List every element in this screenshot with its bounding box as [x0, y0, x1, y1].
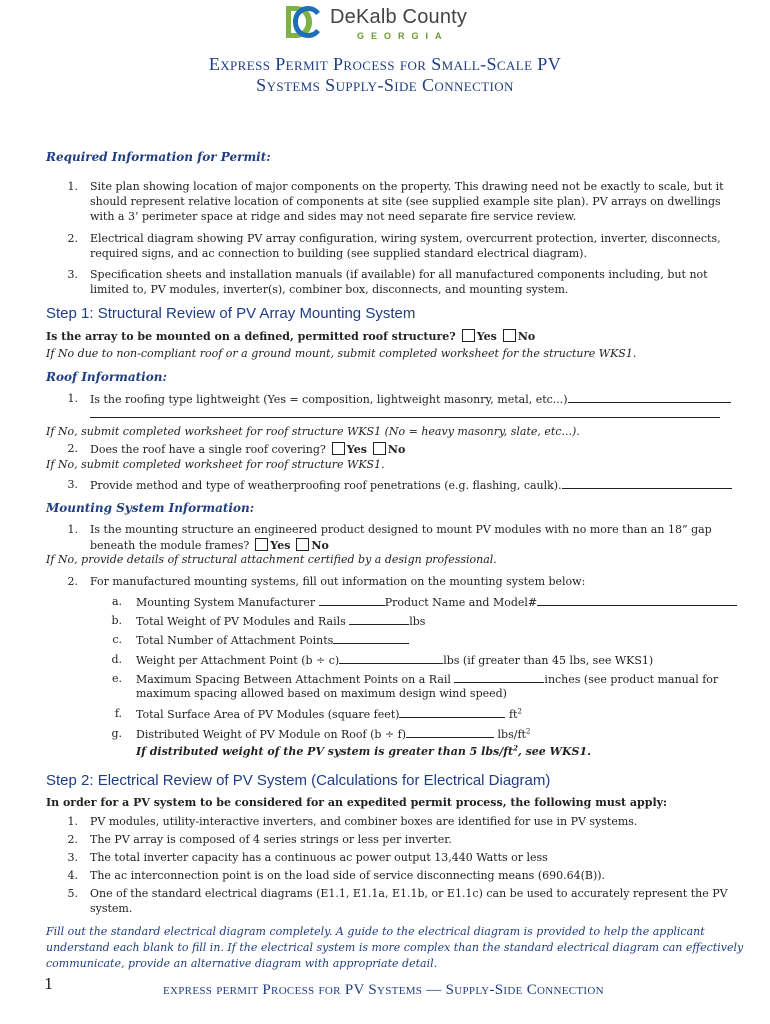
no-checkbox[interactable] [373, 442, 386, 455]
mounting-item-g [136, 727, 530, 742]
required-info-heading: Required Information for Permit: [46, 150, 271, 164]
required-item-number: 2. [67, 232, 78, 245]
step2-item-number: 2. [67, 833, 78, 846]
step2-item-number: 3. [67, 851, 78, 864]
item-text: Distributed Weight of PV Module on Roof (b ÷ f) [136, 728, 407, 741]
item-text: Total Surface Area of PV Modules (square feet) [136, 708, 400, 721]
required-item-text: should represent relative location of components at site (see supplied example site plan). PV arrays on dwellings [90, 195, 721, 208]
required-item-text: with a 3’ perimeter space at ridge and sides may not need separate fire service review. [90, 210, 577, 223]
total-weight-field[interactable] [349, 614, 409, 625]
yes-checkbox[interactable] [462, 329, 475, 342]
required-item-text: Site plan showing location of major components on the property. This drawing need not be exactly to scale, but it [90, 180, 724, 193]
mounting-item-e-cont: maximum spacing allowed based on maximum design wind speed) [136, 687, 507, 700]
roof-q2-text: Does the roof have a single roof covering? [90, 443, 326, 456]
yes-checkbox[interactable] [255, 538, 268, 551]
roof-info-heading: Roof Information: [46, 370, 167, 384]
item-text: lbs [409, 615, 426, 628]
superscript: 2 [513, 743, 518, 753]
surface-area-field[interactable] [399, 707, 505, 718]
item-text: Total Number of Attachment Points [136, 634, 334, 647]
document-title-line2: Systems Supply-Side Connection [256, 75, 514, 95]
step2-item-text: The PV array is composed of 4 series strings or less per inverter. [90, 833, 452, 846]
weight-per-point-field[interactable] [339, 653, 443, 664]
no-checkbox[interactable] [296, 538, 309, 551]
document-title-line1: Express Permit Process for Small-Scale PV [208, 54, 562, 74]
no-label: No [517, 330, 536, 343]
mounting-item-label: f. [114, 707, 122, 720]
item-text: lbs/ft [494, 728, 526, 741]
roof-q1-text: Is the roofing type lightweight (Yes = composition, lightweight masonry, metal, etc...) [90, 393, 568, 406]
step2-item-text: The ac interconnection point is on the load side of service disconnecting means (690.64(B)). [90, 869, 606, 882]
required-item-text: limited to, PV modules, inverter(s), combiner box, disconnects, and mounting system. [90, 283, 569, 296]
item-text: lbs (if greater than 45 lbs, see WKS1) [443, 654, 654, 667]
step2-item-text: One of the standard electrical diagrams (E1.1, E1.1a, E1.1b, or E1.1c) can be used to accurately represent the PV [90, 887, 728, 900]
step2-heading: Step 2: Electrical Review of PV System (Calculations for Electrical Diagram) [46, 772, 551, 789]
roof-q3 [90, 478, 732, 493]
distributed-weight-field[interactable] [406, 727, 494, 738]
step1-note: If No due to non-compliant roof or a ground mount, submit completed worksheet for the structure WKS1. [46, 347, 637, 360]
attachment-points-field[interactable] [333, 633, 409, 644]
no-label: No [311, 539, 329, 552]
dekalb-county-logo [278, 4, 498, 40]
mounting-q1-text: beneath the module frames? [90, 539, 250, 552]
step1-heading: Step 1: Structural Review of PV Array Mounting System [46, 305, 416, 322]
roof-q3-number: 3. [67, 478, 78, 491]
item-text: Weight per Attachment Point (b ÷ c) [136, 654, 340, 667]
step2-item-number: 5. [67, 887, 78, 900]
mounting-item-a [136, 595, 737, 610]
mounting-item-label: e. [111, 672, 122, 685]
roof-q1-number: 1. [67, 392, 78, 405]
page-number: 1 [44, 975, 54, 993]
step2-item-text: The total inverter capacity has a continuous ac power output 13,440 Watts or less [90, 851, 548, 864]
mounting-item-label: d. [111, 653, 122, 666]
superscript: 2 [525, 727, 531, 736]
step2-item-text: system. [90, 902, 133, 915]
roof-note2: If No, submit completed worksheet for roof structure WKS1. [46, 458, 385, 471]
step2-note-line: understand each blank to fill in. If the electrical system is more complex than the standard electrical diagram can effectively [46, 941, 744, 954]
item-text: Mounting System Manufacturer [136, 596, 319, 609]
item-text: Maximum Spacing Between Attachment Points on a Rail [136, 673, 455, 686]
required-item-text: Specification sheets and installation manuals (if available) for all manufactured components including, but not [90, 268, 708, 281]
dc-logo-mark-icon [284, 4, 322, 40]
logo-subtitle: GEORGIA [357, 31, 449, 41]
mounting-item-c [136, 633, 409, 648]
item-text: Total Weight of PV Modules and Rails [136, 615, 350, 628]
yes-checkbox[interactable] [332, 442, 345, 455]
step2-intro: In order for a PV system to be considered for an expedited permit process, the following must apply: [46, 796, 668, 809]
roof-q3-answer-field[interactable] [562, 478, 732, 489]
product-model-field[interactable] [537, 595, 737, 606]
footer-title: express permit Process for PV Systems — Supply-Side Connection [163, 982, 604, 998]
mounting-item-label: b. [111, 614, 122, 627]
step2-note-line: communicate, provide an alternative diagram with appropriate detail. [46, 957, 438, 970]
mounting-note2 [136, 745, 591, 759]
mounting-item-e [136, 672, 718, 687]
required-item-number: 1. [67, 180, 78, 193]
step2-item-text: PV modules, utility-interactive inverters, and combiner boxes are identified for use in PV systems. [90, 815, 638, 828]
roof-q2 [90, 442, 405, 457]
mounting-info-heading: Mounting System Information: [46, 501, 255, 515]
no-label: No [387, 443, 406, 456]
max-spacing-field[interactable] [454, 672, 544, 683]
no-checkbox[interactable] [503, 329, 516, 342]
mounting-q2-number: 2. [67, 575, 78, 588]
step2-item-number: 1. [67, 815, 78, 828]
yes-label: Yes [476, 330, 497, 343]
roof-note1: If No, submit completed worksheet for roof structure WKS1 (No = heavy masonry, slate, etc...). [46, 425, 580, 438]
note-text: , see WKS1. [517, 745, 591, 758]
mounting-q2-text: For manufactured mounting systems, fill out information on the mounting system below: [90, 575, 586, 588]
required-item-number: 3. [67, 268, 78, 281]
mounting-item-label: g. [111, 727, 122, 740]
step2-note-line: Fill out the standard electrical diagram completely. A guide to the electrical diagram is provided to help the applicant [46, 925, 705, 938]
logo-name: DeKalb County [330, 6, 468, 28]
item-text: Product Name and Model# [384, 596, 538, 609]
mounting-item-b [136, 614, 425, 629]
step2-item-number: 4. [67, 869, 78, 882]
yes-label: Yes [270, 539, 291, 552]
mounting-item-f [136, 707, 522, 722]
item-text: ft [505, 708, 518, 721]
roof-q3-text: Provide method and type of weatherproofing roof penetrations (e.g. flashing, caulk). [90, 479, 562, 492]
required-item-text: required signs, and ac connection to building (see supplied standard electrical diagram). [90, 247, 587, 260]
mounting-item-d [136, 653, 653, 668]
superscript: 2 [517, 707, 522, 716]
item-text: inches (see product manual for [544, 673, 719, 686]
roof-q2-number: 2. [67, 442, 78, 455]
roof-structure-question [46, 329, 535, 344]
note-text: If distributed weight of the PV system is greater than 5 lbs/ft [136, 745, 514, 758]
mounting-note1: If No, provide details of structural attachment certified by a design professional. [46, 553, 497, 566]
mounting-q1-line2 [90, 538, 329, 553]
question-text: Is the array to be mounted on a defined, permitted roof structure? [46, 330, 456, 343]
roof-q1-answer-field[interactable] [568, 392, 731, 403]
mounting-item-label: c. [112, 633, 122, 646]
yes-label: Yes [346, 443, 367, 456]
mounting-item-label: a. [111, 595, 122, 608]
required-item-text: Electrical diagram showing PV array configuration, wiring system, overcurrent protection, inverter, disconnects, [90, 232, 721, 245]
mounting-q1-line1: Is the mounting structure an engineered product designed to mount PV modules with no more than an 18” gap [90, 523, 712, 536]
roof-q1 [90, 392, 731, 407]
manufacturer-field[interactable] [319, 595, 385, 606]
mounting-q1-number: 1. [67, 523, 78, 536]
roof-q1-answer-line2[interactable] [90, 417, 720, 418]
